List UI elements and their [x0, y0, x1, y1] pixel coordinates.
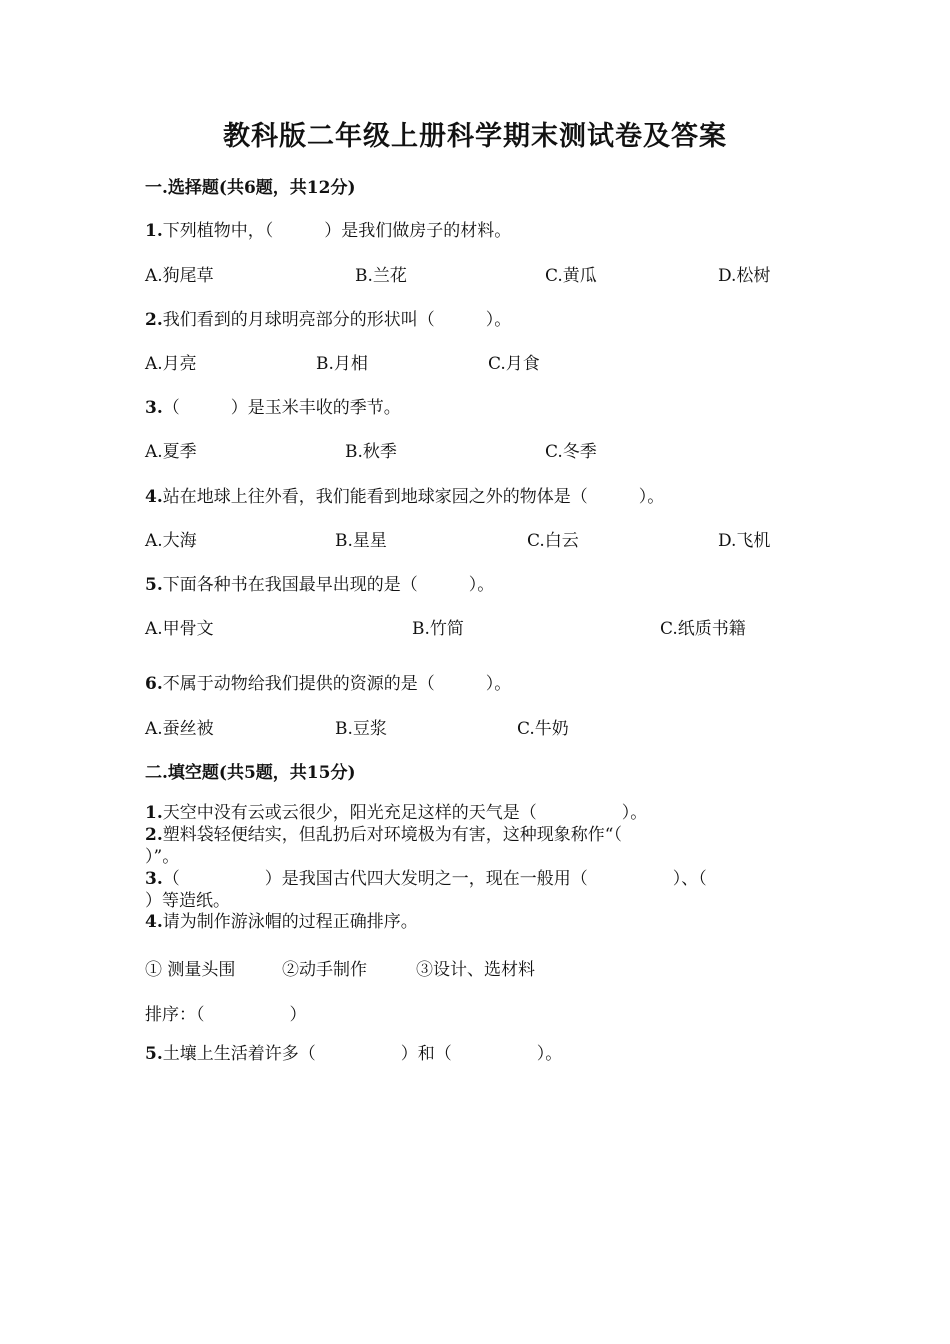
question-number: 2.	[145, 825, 163, 845]
question-text: 不属于动物给我们提供的资源的是（ ）。	[162, 674, 512, 694]
question-number: 5.	[145, 1044, 163, 1064]
option-b: B.星星	[335, 531, 387, 551]
question-5	[145, 570, 494, 595]
option-c: C.冬季	[545, 442, 597, 462]
question-number: 1.	[145, 803, 163, 823]
sort-answer: 排序：（ ）	[145, 1005, 307, 1025]
option-d: D.飞机	[718, 531, 771, 551]
question-1	[145, 216, 511, 241]
page-title: 教科版二年级上册科学期末测试卷及答案	[223, 121, 727, 152]
option-b: B.豆浆	[335, 719, 387, 739]
option-a: A.夏季	[145, 442, 197, 462]
option-b: B.秋季	[345, 442, 397, 462]
question-3	[145, 393, 401, 418]
question-number: 3.	[145, 398, 163, 418]
option-b: B.月相	[316, 354, 368, 374]
question-text-line-1: 塑料袋轻便结实，但乱扔后对环境极为有害，这种现象称作“（	[162, 825, 622, 845]
option-c: C.黄瓜	[545, 266, 597, 286]
fill-question-2-continued: ）”。	[145, 847, 180, 867]
option-c: C.月食	[488, 354, 540, 374]
question-2	[145, 305, 511, 330]
option-c: C.白云	[527, 531, 579, 551]
section-heading-fill-blank: 二.填空题(共5题，共15分)	[145, 763, 356, 783]
question-text: 土壤上生活着许多（ ）和（ ）。	[162, 1044, 563, 1064]
question-number: 4.	[145, 487, 163, 507]
question-number: 2.	[145, 310, 163, 330]
option-b: B.竹简	[412, 619, 464, 639]
option-c: C.纸质书籍	[660, 619, 746, 639]
fill-question-3	[145, 868, 707, 890]
question-text: 天空中没有云或云很少，阳光充足这样的天气是（ ）。	[162, 803, 648, 823]
option-a: A.大海	[145, 531, 197, 551]
step-3: ③设计、选材料	[416, 960, 535, 980]
question-text-line-1: （ ）是我国古代四大发明之一，现在一般用（ ）、（	[162, 869, 707, 889]
question-text: 下面各种书在我国最早出现的是（ ）。	[162, 575, 495, 595]
question-number: 6.	[145, 674, 163, 694]
question-number: 4.	[145, 912, 163, 932]
option-a: A.蚕丝被	[145, 719, 214, 739]
question-text: 我们看到的月球明亮部分的形状叫（ ）。	[162, 310, 512, 330]
question-text: （ ）是玉米丰收的季节。	[162, 398, 401, 418]
option-c: C.牛奶	[517, 719, 569, 739]
section-heading-choice: 一.选择题(共6题，共12分)	[145, 178, 356, 198]
question-number: 1.	[145, 221, 163, 241]
question-text: 请为制作游泳帽的过程正确排序。	[162, 912, 418, 932]
fill-question-3-continued: ）等造纸。	[145, 891, 230, 911]
question-4	[145, 482, 664, 507]
fill-question-4	[145, 911, 418, 933]
question-number: 3.	[145, 869, 163, 889]
option-a: A.月亮	[145, 354, 197, 374]
fill-question-1	[145, 802, 647, 824]
question-text: 站在地球上往外看，我们能看到地球家园之外的物体是（ ）。	[162, 487, 665, 507]
question-6	[145, 669, 511, 694]
option-d: D.松树	[718, 266, 771, 286]
option-a: A.甲骨文	[145, 619, 214, 639]
question-number: 5.	[145, 575, 163, 595]
fill-question-2	[145, 824, 622, 846]
fill-question-5	[145, 1043, 562, 1065]
option-b: B.兰花	[355, 266, 407, 286]
option-a: A.狗尾草	[145, 266, 214, 286]
step-2: ②动手制作	[282, 960, 367, 980]
step-1: ① 测量头围	[145, 960, 236, 980]
question-text: 下列植物中，（ ）是我们做房子的材料。	[162, 221, 512, 241]
